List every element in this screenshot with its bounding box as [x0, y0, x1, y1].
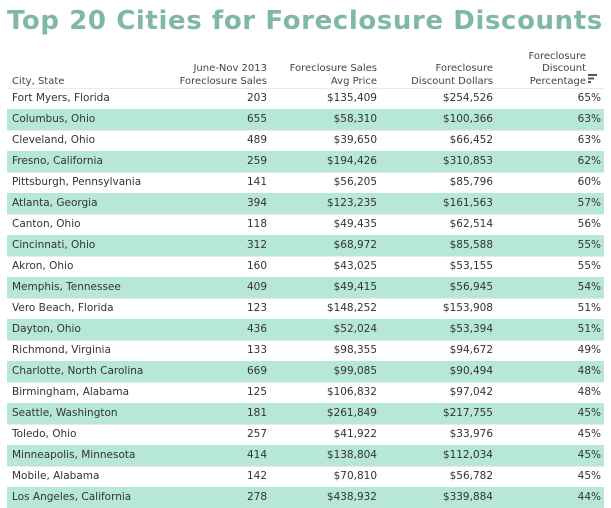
column-header-city-line: City, State: [12, 75, 65, 87]
cell-foreclosure-sales: 181: [246, 407, 267, 419]
cell-foreclosure-sales: 278: [246, 491, 267, 503]
cell-discount-percentage: 62%: [577, 155, 601, 167]
cell-foreclosure-sales: 259: [246, 155, 267, 167]
cell-foreclosure-sales: 125: [246, 386, 267, 398]
cell-discount-dollars: $100,366: [442, 113, 493, 125]
cell-avg-price: $39,650: [333, 134, 377, 146]
cell-city: Cleveland, Ohio: [12, 134, 95, 146]
cell-foreclosure-sales: 436: [246, 323, 267, 335]
cell-city: Dayton, Ohio: [12, 323, 81, 335]
column-header-discount-pct-line-1: Foreclosure: [528, 50, 586, 62]
cell-discount-dollars: $254,526: [442, 92, 493, 104]
cell-discount-dollars: $56,782: [449, 470, 493, 482]
cell-city: Vero Beach, Florida: [12, 302, 114, 314]
table-row[interactable]: [7, 235, 604, 256]
cell-discount-dollars: $85,588: [449, 239, 493, 251]
cell-city: Los Angeles, California: [12, 491, 132, 503]
cell-city: Richmond, Virginia: [12, 344, 111, 356]
column-header-avg-price-line-1: Foreclosure Sales: [289, 63, 377, 74]
cell-city: Minneapolis, Minnesota: [12, 449, 136, 461]
cell-city: Fort Myers, Florida: [12, 92, 110, 104]
cell-city: Mobile, Alabama: [12, 470, 100, 482]
column-header-discount-pct[interactable]: [500, 51, 586, 89]
table-row[interactable]: [7, 382, 604, 403]
cell-discount-dollars: $85,796: [449, 176, 493, 188]
cell-city: Akron, Ohio: [12, 260, 74, 272]
cell-foreclosure-sales: 669: [246, 365, 267, 377]
cell-city: Charlotte, North Carolina: [12, 365, 144, 377]
column-header-discount-dollars[interactable]: [380, 63, 493, 88]
page-title: Top 20 Cities for Foreclosure Discounts: [7, 6, 603, 36]
cell-foreclosure-sales: 489: [246, 134, 267, 146]
table-row[interactable]: [7, 340, 604, 361]
cell-discount-dollars: $53,394: [449, 323, 493, 335]
table-body: [7, 88, 604, 508]
table-header: [0, 45, 611, 88]
cell-avg-price: $135,409: [326, 92, 377, 104]
cell-discount-percentage: 55%: [577, 239, 601, 251]
table-row[interactable]: [7, 130, 604, 151]
cell-avg-price: $438,932: [326, 491, 377, 503]
cell-discount-dollars: $97,042: [449, 386, 493, 398]
cell-avg-price: $99,085: [333, 365, 377, 377]
cell-discount-dollars: $62,514: [449, 218, 493, 230]
table-row[interactable]: [7, 466, 604, 487]
cell-discount-dollars: $66,452: [449, 134, 493, 146]
column-header-avg-price-line-2: Avg Price: [330, 75, 377, 87]
table-row[interactable]: [7, 277, 604, 298]
cell-discount-dollars: $161,563: [442, 197, 493, 209]
cell-foreclosure-sales: 160: [246, 260, 267, 272]
cell-avg-price: $70,810: [333, 470, 377, 482]
cell-discount-dollars: $90,494: [449, 365, 493, 377]
cell-city: Cincinnati, Ohio: [12, 239, 96, 251]
cell-foreclosure-sales: 655: [246, 113, 267, 125]
table-row[interactable]: [7, 298, 604, 319]
cell-discount-dollars: $339,884: [442, 491, 493, 503]
cell-discount-dollars: $310,853: [442, 155, 493, 167]
cell-discount-dollars: $217,755: [442, 407, 493, 419]
cell-avg-price: $68,972: [333, 239, 377, 251]
table-row[interactable]: [7, 445, 604, 466]
cell-foreclosure-sales: 414: [246, 449, 267, 461]
cell-discount-dollars: $153,908: [442, 302, 493, 314]
table-row[interactable]: [7, 256, 604, 277]
cell-discount-dollars: $56,945: [449, 281, 493, 293]
cell-city: Memphis, Tennessee: [12, 281, 121, 293]
table-row[interactable]: [7, 361, 604, 382]
table-row[interactable]: [7, 403, 604, 424]
column-header-city[interactable]: [12, 76, 64, 89]
cell-avg-price: $138,804: [326, 449, 377, 461]
table-row[interactable]: [7, 214, 604, 235]
cell-avg-price: $194,426: [326, 155, 377, 167]
cell-discount-percentage: 60%: [577, 176, 601, 188]
column-header-discount-pct-line-3: Percentage: [529, 75, 586, 87]
cell-foreclosure-sales: 394: [246, 197, 267, 209]
sort-descending-icon[interactable]: [588, 74, 598, 83]
cell-discount-percentage: 51%: [577, 302, 601, 314]
table-row[interactable]: [7, 487, 604, 508]
cell-discount-percentage: 45%: [577, 428, 601, 440]
column-header-discount-dollars-line-2: Discount Dollars: [411, 75, 493, 87]
cell-discount-percentage: 57%: [577, 197, 601, 209]
cell-discount-dollars: $94,672: [449, 344, 493, 356]
cell-discount-percentage: 45%: [577, 449, 601, 461]
cell-discount-percentage: 65%: [577, 92, 601, 104]
table-row[interactable]: [7, 319, 604, 340]
cell-avg-price: $98,355: [333, 344, 377, 356]
cell-foreclosure-sales: 133: [246, 344, 267, 356]
cell-city: Seattle, Washington: [12, 407, 118, 419]
cell-foreclosure-sales: 312: [246, 239, 267, 251]
cell-avg-price: $58,310: [333, 113, 377, 125]
cell-discount-dollars: $112,034: [442, 449, 493, 461]
column-header-discount-dollars-line-1: Foreclosure: [435, 63, 493, 74]
cell-foreclosure-sales: 257: [246, 428, 267, 440]
table-row[interactable]: [7, 424, 604, 445]
table-row[interactable]: [7, 88, 604, 109]
cell-discount-percentage: 45%: [577, 470, 601, 482]
cell-avg-price: $123,235: [326, 197, 377, 209]
cell-discount-percentage: 44%: [577, 491, 601, 503]
cell-avg-price: $56,205: [333, 176, 377, 188]
cell-discount-percentage: 56%: [577, 218, 601, 230]
cell-avg-price: $261,849: [326, 407, 377, 419]
cell-foreclosure-sales: 123: [246, 302, 267, 314]
cell-avg-price: $41,922: [333, 428, 377, 440]
cell-city: Columbus, Ohio: [12, 113, 96, 125]
cell-discount-dollars: $53,155: [449, 260, 493, 272]
cell-discount-percentage: 55%: [577, 260, 601, 272]
cell-discount-percentage: 63%: [577, 134, 601, 146]
table-row[interactable]: [7, 109, 604, 130]
cell-avg-price: $49,415: [333, 281, 377, 293]
cell-city: Birmingham, Alabama: [12, 386, 130, 398]
cell-discount-percentage: 49%: [577, 344, 601, 356]
column-header-sales[interactable]: [150, 63, 267, 88]
cell-city: Toledo, Ohio: [12, 428, 77, 440]
cell-avg-price: $49,435: [333, 218, 377, 230]
cell-discount-percentage: 63%: [577, 113, 601, 125]
cell-city: Canton, Ohio: [12, 218, 81, 230]
cell-discount-percentage: 45%: [577, 407, 601, 419]
cell-discount-percentage: 51%: [577, 323, 601, 335]
cell-avg-price: $52,024: [333, 323, 377, 335]
cell-foreclosure-sales: 409: [246, 281, 267, 293]
column-header-sales-line-2: Foreclosure Sales: [179, 75, 267, 87]
cell-foreclosure-sales: 203: [246, 92, 267, 104]
cell-discount-percentage: 48%: [577, 365, 601, 377]
cell-foreclosure-sales: 142: [246, 470, 267, 482]
cell-city: Fresno, California: [12, 155, 103, 167]
cell-avg-price: $43,025: [333, 260, 377, 272]
cell-foreclosure-sales: 141: [246, 176, 267, 188]
cell-city: Pittsburgh, Pennsylvania: [12, 176, 142, 188]
table-row[interactable]: [7, 172, 604, 193]
column-header-discount-pct-line-2: Discount: [542, 63, 586, 74]
cell-discount-percentage: 54%: [577, 281, 601, 293]
cell-discount-dollars: $33,976: [449, 428, 493, 440]
column-header-sales-line-1: June-Nov 2013: [193, 63, 267, 74]
column-header-avg-price[interactable]: [270, 63, 377, 88]
cell-avg-price: $106,832: [326, 386, 377, 398]
cell-avg-price: $148,252: [326, 302, 377, 314]
table-row[interactable]: [7, 151, 604, 172]
cell-discount-percentage: 48%: [577, 386, 601, 398]
table-row[interactable]: [7, 193, 604, 214]
cell-foreclosure-sales: 118: [246, 218, 267, 230]
cell-city: Atlanta, Georgia: [12, 197, 98, 209]
